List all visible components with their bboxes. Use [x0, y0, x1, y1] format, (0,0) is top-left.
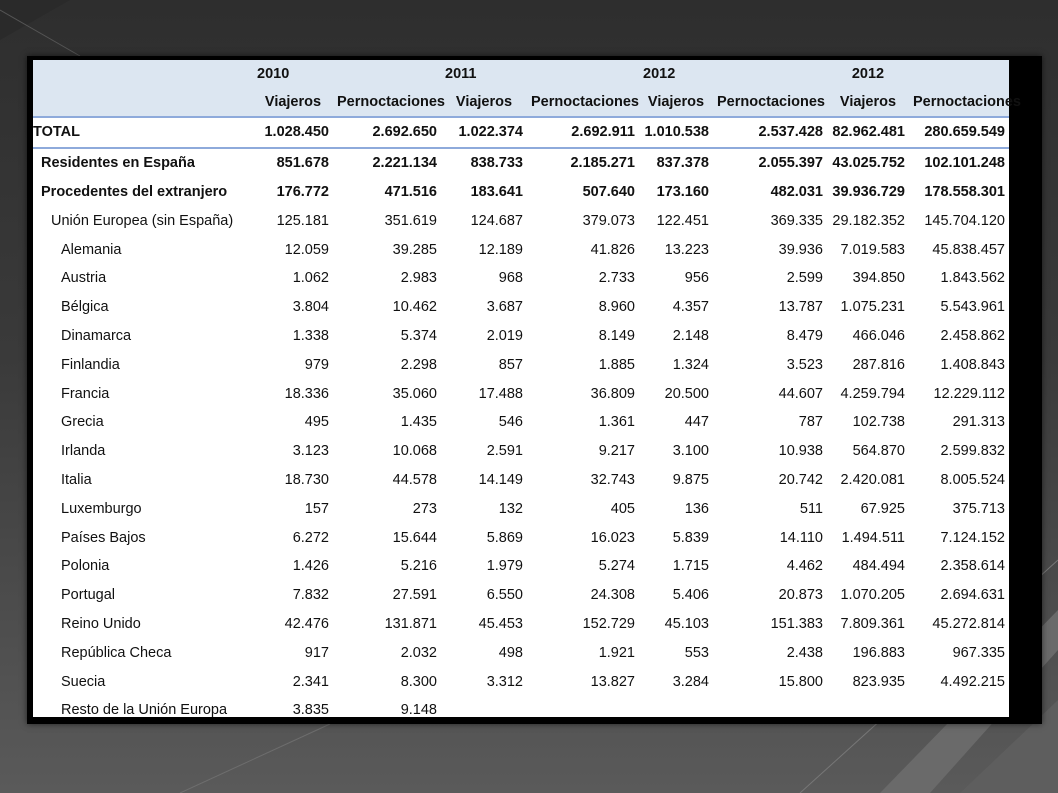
table-cell — [713, 696, 827, 725]
table-row — [33, 523, 1009, 552]
table-cell: 20.873 — [778, 587, 823, 604]
table-cell: 124.687 — [470, 212, 523, 229]
table-cell: 1.028.450 — [253, 117, 333, 148]
table-cell: 39.936 — [778, 241, 823, 258]
table-cell: 507.640 — [582, 183, 635, 200]
table-row — [33, 466, 1009, 495]
table-cell: 5.406 — [672, 587, 709, 604]
row-label: Polonia — [61, 558, 110, 575]
table-cell: 29.182.352 — [832, 212, 905, 229]
table-cell: 102.101.248 — [924, 155, 1005, 172]
table-cell: 4.492.215 — [940, 673, 1005, 690]
table-cell: 823.935 — [852, 673, 905, 690]
table-cell: 495 — [304, 414, 329, 431]
row-label: Portugal — [61, 587, 116, 604]
table-cell: 2.591 — [486, 443, 523, 460]
table-cell: 6.550 — [486, 587, 523, 604]
table-cell: 7.124.152 — [940, 529, 1005, 546]
column-header: Viajeros — [827, 88, 909, 117]
table-cell: 42.476 — [284, 615, 329, 632]
table-cell: 9.875 — [672, 471, 709, 488]
table-cell: 546 — [498, 414, 523, 431]
table-cell: 14.149 — [478, 471, 523, 488]
table-sheet — [33, 60, 1021, 719]
table-cell: 351.619 — [384, 212, 437, 229]
table-cell: 466.046 — [852, 327, 905, 344]
table-cell: 102.738 — [852, 414, 905, 431]
table-cell: 2.032 — [400, 644, 437, 661]
row-label: Unión Europea (sin España) — [51, 212, 234, 229]
table-cell: 2.537.428 — [713, 117, 827, 148]
table-cell: 498 — [498, 644, 523, 661]
table-cell: 553 — [684, 644, 709, 661]
table-cell: 10.462 — [392, 299, 437, 316]
table-cell: 44.578 — [392, 471, 437, 488]
row-label: Austria — [61, 270, 107, 287]
table-cell: 13.223 — [664, 241, 709, 258]
row-label: Grecia — [61, 414, 104, 431]
row-label: TOTAL — [33, 117, 253, 148]
column-header: Pernoctaciones — [333, 88, 441, 117]
table-cell: 7.809.361 — [840, 615, 905, 632]
table-cell: 956 — [684, 270, 709, 287]
table-cell: 564.870 — [852, 443, 905, 460]
row-label: Residentes en España — [41, 155, 195, 172]
table-cell: 280.659.549 — [909, 117, 1009, 148]
row-label: Países Bajos — [61, 529, 146, 546]
table-row — [33, 322, 1009, 351]
table-cell: 1.435 — [400, 414, 437, 431]
table-row — [33, 696, 1009, 725]
row-label: Italia — [61, 471, 92, 488]
table-cell: 5.374 — [400, 327, 437, 344]
table-cell: 32.743 — [590, 471, 635, 488]
table-cell: 851.678 — [276, 155, 329, 172]
table-row — [33, 148, 1009, 178]
table-cell: 10.938 — [778, 443, 823, 460]
table-cell: 447 — [684, 414, 709, 431]
table-cell: 3.835 — [292, 702, 329, 719]
table-cell: 1.843.562 — [940, 270, 1005, 287]
table-cell: 837.378 — [656, 155, 709, 172]
table-row — [33, 610, 1009, 639]
table-cell: 1.338 — [292, 327, 329, 344]
table-cell: 6.272 — [292, 529, 329, 546]
row-label: Finlandia — [61, 356, 120, 373]
table-cell: 4.259.794 — [840, 385, 905, 402]
table-cell: 2.983 — [400, 270, 437, 287]
table-cell: 27.591 — [392, 587, 437, 604]
table-cell: 3.687 — [486, 299, 523, 316]
table-row — [33, 206, 1009, 235]
table-cell — [639, 696, 713, 725]
table-cell: 17.488 — [478, 385, 523, 402]
table-cell: 82.962.481 — [827, 117, 909, 148]
table-row — [33, 379, 1009, 408]
table-cell: 3.523 — [786, 356, 823, 373]
table-cell: 13.827 — [590, 673, 635, 690]
table-cell: 173.160 — [656, 183, 709, 200]
row-label: Reino Unido — [61, 615, 141, 632]
table-cell: 10.068 — [392, 443, 437, 460]
table-row — [33, 178, 1009, 207]
table-cell: 125.181 — [276, 212, 329, 229]
table-cell: 45.453 — [478, 615, 523, 632]
table-cell: 1.426 — [292, 558, 329, 575]
table-cell: 511 — [799, 500, 823, 517]
table-cell: 35.060 — [392, 385, 437, 402]
row-label: Procedentes del extranjero — [41, 183, 228, 200]
table-body — [33, 117, 1009, 725]
table-cell: 122.451 — [656, 212, 709, 229]
table-cell: 157 — [304, 500, 329, 517]
table-row — [33, 494, 1009, 523]
table-row — [33, 581, 1009, 610]
table-cell: 369.335 — [770, 212, 823, 229]
table-cell: 2.694.631 — [940, 587, 1005, 604]
table-cell: 471.516 — [384, 183, 437, 200]
table-cell: 1.070.205 — [840, 587, 905, 604]
table-cell — [527, 696, 639, 725]
table-row — [33, 350, 1009, 379]
table-cell: 1.062 — [292, 270, 329, 287]
table-cell: 1.921 — [598, 644, 635, 661]
table-cell: 12.059 — [284, 241, 329, 258]
table-cell: 5.839 — [672, 529, 709, 546]
table-row — [33, 264, 1009, 293]
table-cell: 1.494.511 — [841, 529, 905, 546]
table-cell: 8.479 — [786, 327, 823, 344]
table-cell: 1.715 — [672, 558, 709, 575]
table-cell: 787 — [798, 414, 823, 431]
table-cell: 12.229.112 — [933, 385, 1005, 402]
table-cell: 2.692.650 — [333, 117, 441, 148]
column-header: Pernoctaciones — [713, 88, 827, 117]
table-cell: 36.809 — [590, 385, 635, 402]
column-header: Viajeros — [441, 88, 527, 117]
table-cell: 1.979 — [486, 558, 523, 575]
table-cell: 39.936.729 — [832, 183, 905, 200]
table-cell: 145.704.120 — [924, 212, 1005, 229]
table-cell: 9.217 — [598, 443, 635, 460]
table-cell — [909, 696, 1009, 725]
tourism-table — [33, 60, 1021, 725]
table-cell: 14.110 — [779, 529, 823, 546]
row-label: Dinamarca — [61, 327, 132, 344]
table-cell: 3.312 — [486, 673, 523, 690]
table-cell: 1.022.374 — [441, 117, 527, 148]
table-cell: 16.023 — [590, 529, 635, 546]
row-label: Resto de la Unión Europa — [61, 702, 228, 719]
table-cell: 45.838.457 — [932, 241, 1005, 258]
year-header-row — [33, 60, 1009, 88]
table-cell: 1.408.843 — [940, 356, 1005, 373]
table-cell — [441, 696, 527, 725]
row-label: Suecia — [61, 673, 106, 690]
table-cell: 2.055.397 — [758, 155, 823, 172]
column-header-row — [33, 88, 1009, 117]
table-cell: 8.300 — [400, 673, 437, 690]
table-cell: 2.599 — [786, 270, 823, 287]
table-cell: 1.324 — [672, 356, 709, 373]
table-cell: 967.335 — [952, 644, 1005, 661]
table-cell: 5.543.961 — [940, 299, 1005, 316]
table-cell: 394.850 — [852, 270, 905, 287]
table-cell: 18.336 — [284, 385, 329, 402]
table-row — [33, 235, 1009, 264]
row-label: Alemania — [61, 241, 122, 258]
table-cell: 15.644 — [392, 529, 437, 546]
table-row — [33, 408, 1009, 437]
table-cell: 18.730 — [284, 471, 329, 488]
table-cell: 838.733 — [470, 155, 523, 172]
table-cell: 2.458.862 — [940, 327, 1005, 344]
table-cell: 151.383 — [770, 615, 823, 632]
table-cell: 7.832 — [292, 587, 329, 604]
table-cell: 2.438 — [786, 644, 823, 661]
table-row — [33, 667, 1009, 696]
row-label: Irlanda — [61, 443, 106, 460]
table-cell: 2.692.911 — [527, 117, 639, 148]
table-row — [33, 437, 1009, 466]
table-cell: 1.885 — [598, 356, 635, 373]
table-cell: 131.871 — [384, 615, 437, 632]
table-cell: 152.729 — [582, 615, 635, 632]
table-cell: 45.103 — [664, 615, 709, 632]
year-header: 2012 — [643, 66, 676, 82]
table-cell: 3.123 — [292, 443, 329, 460]
table-cell: 196.883 — [852, 644, 905, 661]
table-cell: 4.462 — [786, 558, 823, 575]
table-cell: 2.298 — [400, 356, 437, 373]
row-label: Francia — [61, 385, 110, 402]
row-label: Luxemburgo — [61, 500, 142, 517]
table-cell: 375.713 — [952, 500, 1005, 517]
table-cell: 2.420.081 — [840, 471, 905, 488]
table-cell: 24.308 — [590, 587, 635, 604]
table-cell: 857 — [498, 356, 523, 373]
table-cell: 2.358.614 — [940, 558, 1005, 575]
table-cell: 8.149 — [598, 327, 635, 344]
corner-cell — [33, 60, 253, 88]
table-cell: 917 — [304, 644, 329, 661]
table-cell: 2.341 — [292, 673, 329, 690]
table-cell: 176.772 — [276, 183, 329, 200]
table-cell: 183.641 — [470, 183, 523, 200]
table-cell — [827, 696, 909, 725]
table-cell: 45.272.814 — [932, 615, 1005, 632]
table-cell: 7.019.583 — [840, 241, 905, 258]
column-header: Viajeros — [253, 88, 333, 117]
table-cell: 2.733 — [598, 270, 635, 287]
table-cell: 968 — [498, 270, 523, 287]
table-cell: 5.869 — [486, 529, 523, 546]
table-cell: 5.274 — [598, 558, 635, 575]
table-cell: 3.804 — [292, 299, 329, 316]
table-cell: 1.361 — [598, 414, 635, 431]
year-header: 2012 — [851, 66, 885, 82]
year-header: 2011 — [445, 66, 477, 82]
table-cell: 1.010.538 — [639, 117, 713, 148]
table-cell: 13.787 — [778, 299, 823, 316]
table-cell: 2.599.832 — [940, 443, 1005, 460]
table-cell: 67.925 — [860, 500, 905, 517]
table-cell: 2.221.134 — [372, 155, 437, 172]
table-cell: 12.189 — [478, 241, 523, 258]
table-cell: 5.216 — [400, 558, 437, 575]
table-row — [33, 638, 1009, 667]
table-cell: 41.826 — [590, 241, 635, 258]
table-cell: 20.742 — [778, 471, 823, 488]
row-label: Bélgica — [61, 299, 109, 316]
table-cell: 379.073 — [582, 212, 635, 229]
row-label: República Checa — [61, 644, 172, 661]
table-cell: 178.558.301 — [924, 183, 1005, 200]
column-header: Pernoctaciones — [909, 88, 1009, 117]
table-row — [33, 293, 1009, 322]
year-header: 2010 — [257, 66, 290, 82]
table-cell: 484.494 — [852, 558, 905, 575]
table-cell: 136 — [684, 500, 709, 517]
table-cell: 2.019 — [486, 327, 523, 344]
table-row — [33, 552, 1009, 581]
table-cell: 20.500 — [664, 385, 709, 402]
table-cell: 3.284 — [672, 673, 709, 690]
table-cell: 979 — [304, 356, 329, 373]
table-cell: 8.960 — [598, 299, 635, 316]
table-cell: 9.148 — [400, 702, 437, 719]
table-cell: 1.075.231 — [840, 299, 905, 316]
table-cell: 291.313 — [952, 414, 1005, 431]
table-cell: 44.607 — [778, 385, 823, 402]
table-cell: 405 — [610, 500, 635, 517]
table-cell: 2.148 — [672, 327, 709, 344]
table-cell: 132 — [498, 500, 523, 517]
table-cell: 3.100 — [672, 443, 709, 460]
table-cell: 39.285 — [392, 241, 437, 258]
table-cell: 2.185.271 — [570, 155, 635, 172]
table-cell: 8.005.524 — [940, 471, 1005, 488]
table-row — [33, 117, 1009, 148]
column-header: Pernoctaciones — [527, 88, 639, 117]
table-cell: 273 — [412, 500, 437, 517]
table-cell: 4.357 — [672, 299, 709, 316]
table-cell: 287.816 — [852, 356, 905, 373]
table-cell: 43.025.752 — [832, 155, 905, 172]
column-header: Viajeros — [639, 88, 713, 117]
table-cell: 15.800 — [778, 673, 823, 690]
table-cell: 482.031 — [770, 183, 823, 200]
